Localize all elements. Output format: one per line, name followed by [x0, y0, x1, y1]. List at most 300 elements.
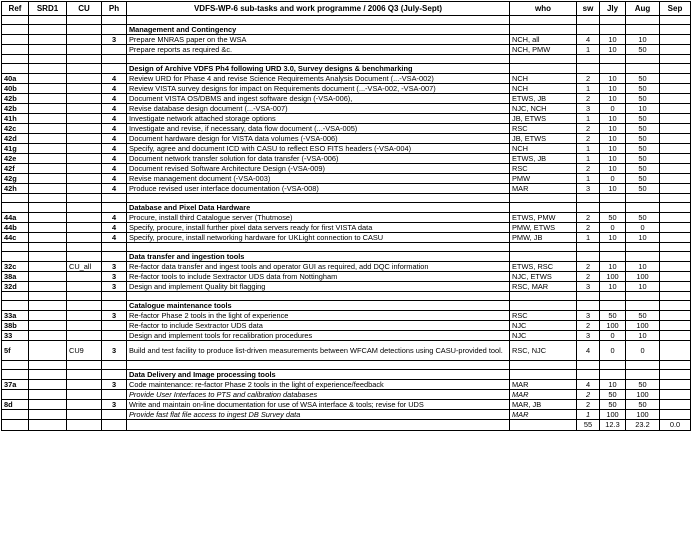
cell-ref: 41h [2, 114, 29, 124]
cell-ph: 3 [102, 380, 127, 390]
cell-sep [660, 45, 691, 55]
cell-srd1 [29, 104, 67, 114]
table-row [2, 154, 691, 164]
cell-ref: 42b [2, 94, 29, 104]
cell-sw: 1 [577, 45, 600, 55]
cell-ref: 8d [2, 400, 29, 410]
cell-cu [67, 35, 102, 45]
col-header-who: who [510, 2, 577, 16]
cell-srd1 [29, 84, 67, 94]
section-heading: Database and Pixel Data Hardware [127, 203, 510, 213]
cell-cu [67, 311, 102, 321]
cell-sep [660, 134, 691, 144]
cell-ref: 38a [2, 272, 29, 282]
cell-who: NCH, PMW [510, 45, 577, 55]
cell-cu: CU9 [67, 341, 102, 361]
cell-cu [67, 134, 102, 144]
cell-task: Write and maintain on-line documentation for use of WSA interface & tools; revise for UDS [127, 400, 510, 410]
cell-srd1 [29, 144, 67, 154]
table-title: VDFS-WP-6 sub-tasks and work programme / 2006 Q3 (July-Sept) [127, 2, 510, 16]
cell-aug: 100 [626, 410, 660, 420]
cell-ph: 3 [102, 262, 127, 272]
cell-sep [660, 311, 691, 321]
cell-aug: 50 [626, 114, 660, 124]
cell-jly: 10 [600, 144, 626, 154]
cell-aug: 50 [626, 124, 660, 134]
cell-cu [67, 144, 102, 154]
cell-who: JB, ETWS [510, 134, 577, 144]
cell-jly: 50 [600, 213, 626, 223]
cell-sep [660, 262, 691, 272]
table-row [2, 272, 691, 282]
cell-srd1 [29, 94, 67, 104]
cell-cu [67, 233, 102, 243]
cell-sw: 1 [577, 84, 600, 94]
cell-aug: 50 [626, 164, 660, 174]
cell-srd1 [29, 272, 67, 282]
cell-who: MAR [510, 380, 577, 390]
cell-task: Design and implement Quality bit flagging [127, 282, 510, 292]
table-row [2, 380, 691, 390]
cell-ref: 32d [2, 282, 29, 292]
cell-jly: 0 [600, 104, 626, 114]
cell-who: NJC [510, 321, 577, 331]
cell-ref [2, 45, 29, 55]
cell-cu [67, 104, 102, 114]
cell-sep [660, 331, 691, 341]
cell-task: Review VISTA survey designs for impact on Requirements document (...-VSA-002, -VSA-007) [127, 84, 510, 94]
cell-aug: 10 [626, 262, 660, 272]
cell-cu [67, 74, 102, 84]
table-row [2, 233, 691, 243]
cell-who: RSC [510, 311, 577, 321]
cell-cu [67, 213, 102, 223]
cell-task: Produce revised user interface documentation (-VSA-008) [127, 184, 510, 194]
cell-cu [67, 45, 102, 55]
total-sw: 55 [577, 420, 600, 431]
cell-who: MAR, JB [510, 400, 577, 410]
cell-sw: 4 [577, 341, 600, 361]
cell-sw: 2 [577, 390, 600, 400]
cell-sep [660, 400, 691, 410]
table-row [2, 213, 691, 223]
cell-cu: CU_all [67, 262, 102, 272]
section-heading-row [2, 370, 691, 380]
cell-jly: 10 [600, 233, 626, 243]
section-heading: Management and Contingency [127, 25, 510, 35]
cell-task: Document VISTA OS/DBMS and ingest software design (-VSA-006), [127, 94, 510, 104]
cell-jly: 50 [600, 311, 626, 321]
cell-sep [660, 124, 691, 134]
cell-ph: 4 [102, 74, 127, 84]
cell-srd1 [29, 410, 67, 420]
cell-srd1 [29, 74, 67, 84]
cell-task: Revise database design document (...-VSA-007) [127, 104, 510, 114]
section-heading-row [2, 203, 691, 213]
table-row [2, 174, 691, 184]
cell-task: Re-factor to include Sextractor UDS data [127, 321, 510, 331]
cell-who: ETWS, RSC [510, 262, 577, 272]
cell-srd1 [29, 164, 67, 174]
table-row [2, 223, 691, 233]
cell-jly: 10 [600, 124, 626, 134]
cell-ref: 44c [2, 233, 29, 243]
cell-aug: 100 [626, 272, 660, 282]
cell-aug: 50 [626, 174, 660, 184]
cell-ph: 4 [102, 154, 127, 164]
table-row [2, 45, 691, 55]
cell-task: Design and implement tools for recalibration procedures [127, 331, 510, 341]
cell-srd1 [29, 321, 67, 331]
cell-cu [67, 282, 102, 292]
col-header-ph: Ph [102, 2, 127, 16]
cell-who: RSC, MAR [510, 282, 577, 292]
cell-sep [660, 35, 691, 45]
section-heading: Design of Archive VDFS Ph4 following URD 3.0, Survey designs & benchmarking [127, 64, 510, 74]
cell-ph: 4 [102, 104, 127, 114]
cell-jly: 50 [600, 400, 626, 410]
cell-ph [102, 321, 127, 331]
table-row [2, 35, 691, 45]
table-row [2, 104, 691, 114]
cell-sw: 2 [577, 74, 600, 84]
cell-srd1 [29, 184, 67, 194]
cell-jly: 10 [600, 282, 626, 292]
cell-sw: 2 [577, 213, 600, 223]
cell-sep [660, 164, 691, 174]
cell-ph: 4 [102, 184, 127, 194]
cell-cu [67, 84, 102, 94]
cell-cu [67, 223, 102, 233]
cell-ph: 4 [102, 223, 127, 233]
cell-aug: 100 [626, 321, 660, 331]
cell-jly: 100 [600, 272, 626, 282]
cell-srd1 [29, 282, 67, 292]
cell-sw: 1 [577, 114, 600, 124]
cell-aug: 50 [626, 380, 660, 390]
cell-who: PMW, ETWS [510, 223, 577, 233]
cell-sep [660, 223, 691, 233]
cell-aug: 0 [626, 223, 660, 233]
cell-task: Prepare reports as required &c. [127, 45, 510, 55]
cell-sep [660, 174, 691, 184]
spacer-row [2, 194, 691, 203]
cell-task: Specify, procure, install further pixel data servers ready for first VISTA data [127, 223, 510, 233]
cell-who: ETWS, JB [510, 94, 577, 104]
cell-who: NCH [510, 84, 577, 94]
col-header-sep: Sep [660, 2, 691, 16]
cell-jly: 10 [600, 94, 626, 104]
cell-task: Investigate network attached storage options [127, 114, 510, 124]
cell-task: Re-factor data transfer and ingest tools and operator GUI as required, add DQC information [127, 262, 510, 272]
table-row [2, 331, 691, 341]
table-row [2, 262, 691, 272]
cell-jly: 10 [600, 164, 626, 174]
cell-ref: 5f [2, 341, 29, 361]
cell-aug: 50 [626, 400, 660, 410]
cell-who: NJC [510, 331, 577, 341]
table-row [2, 282, 691, 292]
total-aug: 23.2 [626, 420, 660, 431]
cell-aug: 50 [626, 213, 660, 223]
cell-who: NCH [510, 144, 577, 154]
cell-cu [67, 272, 102, 282]
cell-aug: 10 [626, 282, 660, 292]
table-body [2, 16, 691, 420]
total-sep: 0.0 [660, 420, 691, 431]
cell-who: PMW [510, 174, 577, 184]
cell-task: Document revised Software Architecture Design (-VSA-009) [127, 164, 510, 174]
cell-jly: 10 [600, 84, 626, 94]
cell-sw: 3 [577, 311, 600, 321]
cell-sep [660, 74, 691, 84]
col-header-cu: CU [67, 2, 102, 16]
section-heading-row [2, 301, 691, 311]
cell-srd1 [29, 390, 67, 400]
cell-sw: 2 [577, 272, 600, 282]
cell-who: NCH [510, 74, 577, 84]
cell-sw: 3 [577, 331, 600, 341]
cell-ph: 4 [102, 124, 127, 134]
cell-jly: 100 [600, 410, 626, 420]
cell-cu [67, 94, 102, 104]
cell-task: Revise management document (-VSA-003) [127, 174, 510, 184]
cell-ph: 4 [102, 233, 127, 243]
cell-srd1 [29, 233, 67, 243]
cell-cu [67, 410, 102, 420]
cell-cu [67, 114, 102, 124]
cell-sep [660, 390, 691, 400]
cell-jly: 0 [600, 174, 626, 184]
cell-sep [660, 380, 691, 390]
cell-ph [102, 331, 127, 341]
cell-srd1 [29, 114, 67, 124]
section-heading-row [2, 25, 691, 35]
table-row [2, 114, 691, 124]
cell-srd1 [29, 35, 67, 45]
cell-task: Re-factor Phase 2 tools in the light of experience [127, 311, 510, 321]
cell-ph: 4 [102, 164, 127, 174]
cell-who: ETWS, PMW [510, 213, 577, 223]
cell-ref: 44a [2, 213, 29, 223]
table-row [2, 94, 691, 104]
cell-ph: 3 [102, 35, 127, 45]
cell-aug: 50 [626, 84, 660, 94]
cell-jly: 0 [600, 223, 626, 233]
cell-ref [2, 410, 29, 420]
cell-aug: 50 [626, 45, 660, 55]
totals-row [2, 420, 691, 431]
cell-cu [67, 331, 102, 341]
cell-jly: 10 [600, 74, 626, 84]
cell-who: NJC, NCH [510, 104, 577, 114]
cell-ph [102, 390, 127, 400]
table-row [2, 400, 691, 410]
cell-who: MAR [510, 184, 577, 194]
cell-aug: 10 [626, 104, 660, 114]
cell-ph: 3 [102, 341, 127, 361]
cell-ph: 4 [102, 174, 127, 184]
cell-sep [660, 154, 691, 164]
work-programme-table [1, 1, 691, 431]
cell-cu [67, 321, 102, 331]
cell-jly: 10 [600, 184, 626, 194]
cell-who: RSC [510, 164, 577, 174]
cell-cu [67, 380, 102, 390]
cell-sep [660, 104, 691, 114]
cell-sep [660, 410, 691, 420]
col-header-sw: sw [577, 2, 600, 16]
cell-srd1 [29, 380, 67, 390]
cell-jly: 10 [600, 262, 626, 272]
cell-task: Re-factor tools to include Sextractor UDS data from Nottingham [127, 272, 510, 282]
cell-srd1 [29, 213, 67, 223]
cell-ph: 4 [102, 213, 127, 223]
table-row [2, 321, 691, 331]
cell-ph: 3 [102, 311, 127, 321]
cell-sep [660, 184, 691, 194]
col-header-aug: Aug [626, 2, 660, 16]
cell-srd1 [29, 45, 67, 55]
cell-sw: 2 [577, 134, 600, 144]
cell-ref: 33 [2, 331, 29, 341]
cell-ph: 3 [102, 272, 127, 282]
cell-srd1 [29, 400, 67, 410]
cell-ref: 42e [2, 154, 29, 164]
cell-jly: 0 [600, 331, 626, 341]
cell-jly: 100 [600, 321, 626, 331]
cell-who: NCH, all [510, 35, 577, 45]
spacer-row [2, 55, 691, 64]
cell-task: Investigate and revise, if necessary, data flow document (...-VSA-005) [127, 124, 510, 134]
cell-sw: 1 [577, 144, 600, 154]
cell-task: Prepare MNRAS paper on the WSA [127, 35, 510, 45]
cell-jly: 10 [600, 114, 626, 124]
cell-aug: 10 [626, 35, 660, 45]
col-header-ref: Ref [2, 2, 29, 16]
col-header-jly: Jly [600, 2, 626, 16]
cell-sw: 2 [577, 124, 600, 134]
spacer-row [2, 243, 691, 252]
cell-task: Specify, agree and document ICD with CASU to reflect ESO FITS headers (-VSA-004) [127, 144, 510, 154]
cell-ph [102, 410, 127, 420]
cell-ref: 37a [2, 380, 29, 390]
cell-sw: 1 [577, 410, 600, 420]
cell-jly: 50 [600, 390, 626, 400]
cell-task: Provide fast flat file access to ingest DB Survey data [127, 410, 510, 420]
cell-ref: 38b [2, 321, 29, 331]
cell-aug: 10 [626, 233, 660, 243]
section-heading: Data Delivery and Image processing tools [127, 370, 510, 380]
section-heading-row [2, 64, 691, 74]
cell-sep [660, 94, 691, 104]
cell-aug: 50 [626, 311, 660, 321]
cell-sep [660, 321, 691, 331]
cell-sw: 2 [577, 223, 600, 233]
cell-sep [660, 84, 691, 94]
cell-ph: 4 [102, 84, 127, 94]
cell-jly: 10 [600, 35, 626, 45]
cell-jly: 10 [600, 154, 626, 164]
spacer-row [2, 16, 691, 25]
cell-aug: 50 [626, 94, 660, 104]
spacer-row [2, 292, 691, 301]
cell-who: MAR [510, 390, 577, 400]
cell-sep [660, 144, 691, 154]
cell-ph: 3 [102, 400, 127, 410]
cell-ref: 33a [2, 311, 29, 321]
cell-sw: 1 [577, 174, 600, 184]
cell-aug: 50 [626, 184, 660, 194]
spacer-row [2, 361, 691, 370]
table-row [2, 311, 691, 321]
cell-srd1 [29, 124, 67, 134]
cell-cu [67, 154, 102, 164]
cell-ref: 42h [2, 184, 29, 194]
cell-aug: 50 [626, 154, 660, 164]
section-heading: Data transfer and ingestion tools [127, 252, 510, 262]
cell-cu [67, 124, 102, 134]
cell-aug: 100 [626, 390, 660, 400]
cell-aug: 0 [626, 341, 660, 361]
cell-aug: 50 [626, 134, 660, 144]
cell-ref: 42d [2, 134, 29, 144]
cell-srd1 [29, 311, 67, 321]
cell-ph: 4 [102, 94, 127, 104]
table-row [2, 84, 691, 94]
cell-ph: 4 [102, 144, 127, 154]
cell-jly: 10 [600, 134, 626, 144]
cell-ref: 40b [2, 84, 29, 94]
table-row [2, 410, 691, 420]
cell-task: Specify, procure, install networking hardware for UKLight connection to CASU [127, 233, 510, 243]
cell-who: JB, ETWS [510, 114, 577, 124]
cell-cu [67, 174, 102, 184]
cell-task: Document network transfer solution for data transfer (-VSA-006) [127, 154, 510, 164]
table-row [2, 124, 691, 134]
cell-ph: 4 [102, 134, 127, 144]
cell-aug: 10 [626, 331, 660, 341]
cell-ref: 42b [2, 104, 29, 114]
cell-ph [102, 45, 127, 55]
cell-srd1 [29, 223, 67, 233]
cell-task: Procure, install third Catalogue server (Thutmose) [127, 213, 510, 223]
cell-who: PMW, JB [510, 233, 577, 243]
cell-srd1 [29, 341, 67, 361]
table-row [2, 164, 691, 174]
table-row [2, 341, 691, 361]
cell-sw: 2 [577, 321, 600, 331]
cell-who: MAR [510, 410, 577, 420]
cell-who: RSC [510, 124, 577, 134]
cell-sw: 1 [577, 233, 600, 243]
cell-aug: 50 [626, 74, 660, 84]
cell-task: Code maintenance: re-factor Phase 2 tools in the light of experience/feedback [127, 380, 510, 390]
cell-sep [660, 282, 691, 292]
cell-sw: 3 [577, 282, 600, 292]
cell-ref: 41g [2, 144, 29, 154]
cell-jly: 10 [600, 380, 626, 390]
total-jly: 12.3 [600, 420, 626, 431]
cell-jly: 10 [600, 45, 626, 55]
cell-sw: 4 [577, 35, 600, 45]
cell-jly: 0 [600, 341, 626, 361]
cell-sep [660, 341, 691, 361]
table-row [2, 390, 691, 400]
cell-ref: 42f [2, 164, 29, 174]
cell-ref [2, 390, 29, 400]
cell-ref: 44b [2, 223, 29, 233]
